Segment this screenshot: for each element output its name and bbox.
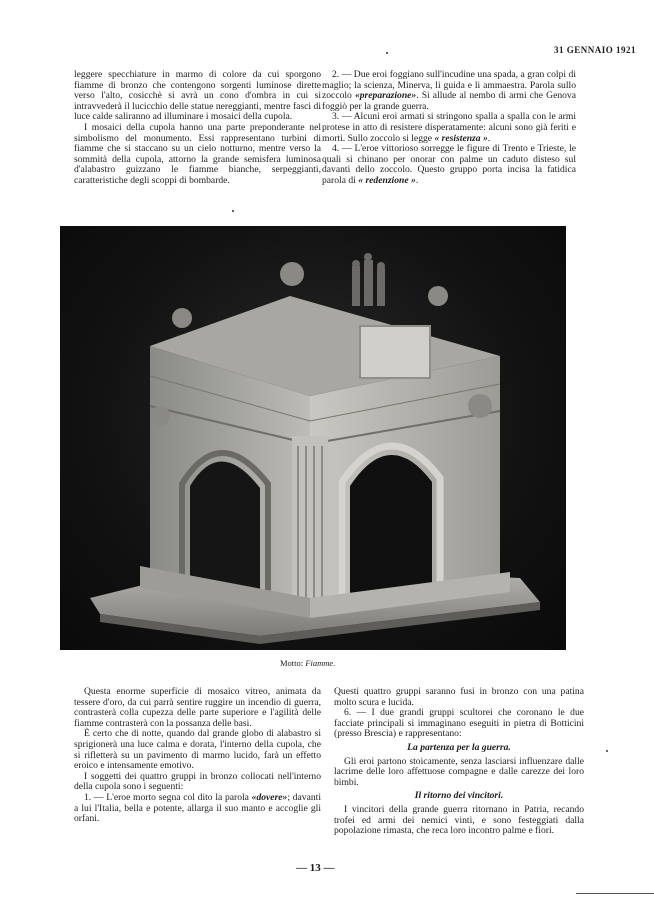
caption-label: Motto: (280, 658, 304, 668)
paragraph: I mosaici della cupola hanno una parte preponderante nel simbolismo del monumento. Essi rappresentano turbini di fiamme che si staccano su un cielo notturno, mentre verso la sommità della cupola, attorno la grande semisfera luminosa d'alabastro guizzano le fiamme bianche, serpeggianti, caratteristiche degli scoppi di bombarde. (74, 121, 321, 186)
text-column-top-left (74, 70, 321, 187)
paragraph: leggere specchiature in marmo di colore da cui sporgono fiamme di bronzo che contengono sorgenti luminose dirette verso l'alto, cosicchè si avrà un cono d'ombra in cui si intravvederà il lucicchio delle statue nereggianti, mentre fasci di luce calde saliranno ad illuminare i mosaici della cupola. (74, 69, 321, 123)
paragraph: I soggetti dei quattro gruppi in bronzo collocati nell'interno della cupola sono i seguenti: (74, 770, 321, 793)
left-arch (190, 461, 260, 594)
paragraph: È certo che di notte, quando dal grande globo di alabastro si sprigionerà una luce calma e dorata, l'interno della cupola, che si rifletterà su un pavimento di marmo lucido, farà un effetto eroico e intensamente emotivo. (74, 728, 321, 772)
text-column-top-right (322, 70, 576, 187)
photo-caption (280, 658, 335, 668)
emphasis-word: «preparazione» (354, 90, 417, 102)
issue-date: 31 GENNAIO 1921 (553, 45, 636, 55)
paragraph: Questa enorme superficie di mosaico vitreo, animata da tessere d'oro, da cui parrà sentire ruggire un incendio di guerra, contrasterà colla cupezza delle parte superiore e l'agilità delle fiamme contrasterà con la possanza delle basi. (74, 686, 321, 729)
monument-illustration (60, 226, 566, 650)
text-run: . (415, 174, 419, 186)
paragraph (322, 144, 576, 186)
paragraph (322, 70, 576, 112)
caption-title: Fiamme. (305, 658, 336, 668)
text-run: 3. — Alcuni eroi armati si stringono spalla a spalla con le armi protese in atto di resistere disperatamente: alcuni sono già feriti e morti. Sullo zoccolo si legge (322, 111, 576, 144)
text-run: ; davanti a lui l'Italia, bella e potente, allarga il suo manto e accoglie gli orfani. (74, 791, 321, 825)
text-run: . Si allude al nembo di armi che Genova foggiò per la grande guerra. (322, 90, 576, 112)
paragraph: Questi quattro gruppi saranno fusi in bronzo con una patina molto scura e lucida. (334, 686, 584, 708)
edge-rule (576, 893, 654, 894)
emphasis-word: «dovere» (251, 791, 288, 803)
speck (606, 750, 608, 752)
paragraph: I vincitori della grande guerra ritornano in Patria, recando trofei ed armi dei nemici vinti, e sono festeggiati dalla popolazione rimasta, che reca loro incontro palme e fiori. (334, 803, 584, 837)
emphasis-word: « redenzione » (358, 174, 416, 186)
text-column-bottom-right (334, 687, 584, 837)
section-heading: La partenza per la guerra. (407, 741, 511, 753)
paragraph (74, 793, 321, 825)
text-run: 4. — L'eroe vittorioso sorregge le figure di Trento e Trieste, le quali si chinano per onorar con palme un caduto disteso sul davanti dello zoccolo. Questo gruppo porta incisa la fatidica parola di (322, 143, 576, 186)
statue-group (352, 253, 385, 306)
page-number: — 13 — (296, 862, 335, 874)
text-run: . (487, 132, 491, 144)
text-run: 1. — L'eroe morto segna col dito la parola (84, 791, 249, 803)
emphasis-word: « resistenza » (434, 132, 488, 144)
paragraph (322, 112, 576, 144)
paragraph: Gli eroi partono stoicamente, senza lasciarsi influenzare dalle lacrime delle loro affettuose compagne e dalle carezze dei loro bimbi. (334, 755, 584, 788)
section-heading: Il ritorno dei vincitori. (414, 790, 504, 802)
text-column-bottom-left (74, 687, 321, 825)
speck (232, 210, 234, 212)
speck (386, 52, 388, 54)
text-run: 2. — Due eroi foggiano sull'incudine una spada, a gran colpi di maglio; la scienza, Minerva, li guida e li ammaestra. Parola sullo zoccolo (322, 69, 576, 102)
monument-photo (60, 226, 566, 650)
right-arch (350, 455, 432, 604)
paragraph: 6. — I due grandi gruppi scultorei che coronano le due facciate principali si immaginano eseguiti in pietra di Botticini (presso Brescia) e rappresentano: (334, 707, 584, 740)
